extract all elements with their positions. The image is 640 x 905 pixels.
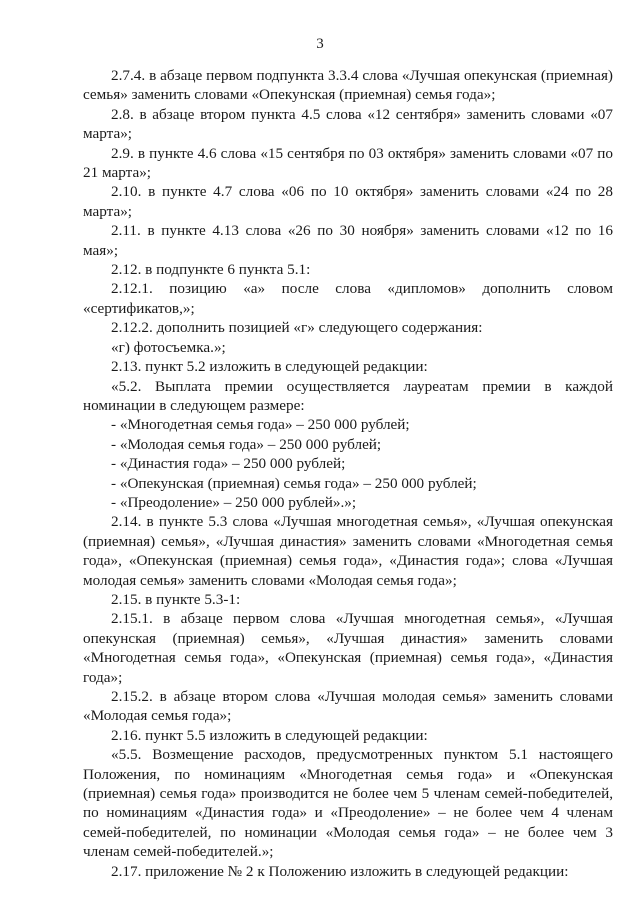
paragraph: 2.12.2. дополнить позицией «г» следующего содержания: [111, 319, 483, 337]
paragraph: 2.9. в пункте 4.6 слова «15 сентября по 03 октября» заменить словами «07 по 21 марта»; [83, 144, 613, 182]
page-number: 3 [316, 36, 324, 52]
paragraph: «5.2. Выплата премии осуществляется лауреатам премии в каждой номинации в следующем размере: [83, 377, 613, 414]
list-item: - «Опекунская (приемная) семья года» – 250 000 рублей; [111, 474, 477, 492]
paragraph: 2.12. в подпункте 6 пункта 5.1: [111, 261, 311, 279]
list-item: - «Молодая семья года» – 250 000 рублей; [111, 435, 382, 453]
paragraph: 2.8. в абзаце втором пункта 4.5 слова «12 сентября» заменить словами «07 марта»; [83, 105, 613, 143]
paragraph: «г) фотосъемка.»; [111, 338, 226, 356]
paragraph: 2.15.2. в абзаце втором слова «Лучшая молодая семья» заменить словами «Молодая семья года»; [83, 688, 613, 725]
paragraph: 2.16. пункт 5.5 изложить в следующей редакции: [111, 726, 428, 744]
paragraph: 2.11. в пункте 4.13 слова «26 по 30 ноября» заменить словами «12 по 16 мая»; [83, 222, 613, 259]
document-body [83, 66, 613, 881]
list-item: - «Преодоление» – 250 000 рублей».»; [111, 493, 357, 511]
list-item: - «Многодетная семья года» – 250 000 рублей; [111, 416, 410, 434]
paragraph: 2.15.1. в абзаце первом слова «Лучшая многодетная семья», «Лучшая опекунская (приемная) семья», «Лучшая династия» заменить словами «Многодетная семья года», «Опекунская (приемная) семья года», «Династия года»; [83, 610, 613, 686]
list-item: - «Династия года» – 250 000 рублей; [111, 455, 346, 473]
paragraph: 2.7.4. в абзаце первом подпункта 3.3.4 слова «Лучшая опекунская (приемная) семья» заменить словами «Опекунская (приемная) семья года»; [83, 67, 613, 104]
paragraph: 2.14. в пункте 5.3 слова «Лучшая многодетная семья», «Лучшая опекунская (приемная) семья», «Лучшая династия» заменить словами «Многодетная семья года», «Опекунская (приемная) семья года», «Династия года»; слова «Лучшая молодая семья» заменить словами «Молодая семья года»; [83, 513, 613, 589]
paragraph: 2.12.1. позицию «а» после слова «дипломов» дополнить словом «сертификатов,»; [83, 280, 613, 317]
paragraph: 2.15. в пункте 5.3-1: [111, 590, 241, 608]
paragraph: 2.17. приложение № 2 к Положению изложить в следующей редакции: [111, 862, 569, 880]
paragraph: «5.5. Возмещение расходов, предусмотренных пунктом 5.1 настоящего Положения, по номинациям «Многодетная семья года» и «Опекунская (приемная) семья года» производится не более чем 5 членам семей-победителей, по номинациям «Династия года» и «Преодоление» – не более чем 4 членам семей-победителей, по номинации «Молодая семья года» – не более чем 3 членам семей-победителей.»; [83, 746, 613, 861]
paragraph: 2.13. пункт 5.2 изложить в следующей редакции: [111, 358, 428, 376]
paragraph: 2.10. в пункте 4.7 слова «06 по 10 октября» заменить словами «24 по 28 марта»; [83, 183, 613, 220]
